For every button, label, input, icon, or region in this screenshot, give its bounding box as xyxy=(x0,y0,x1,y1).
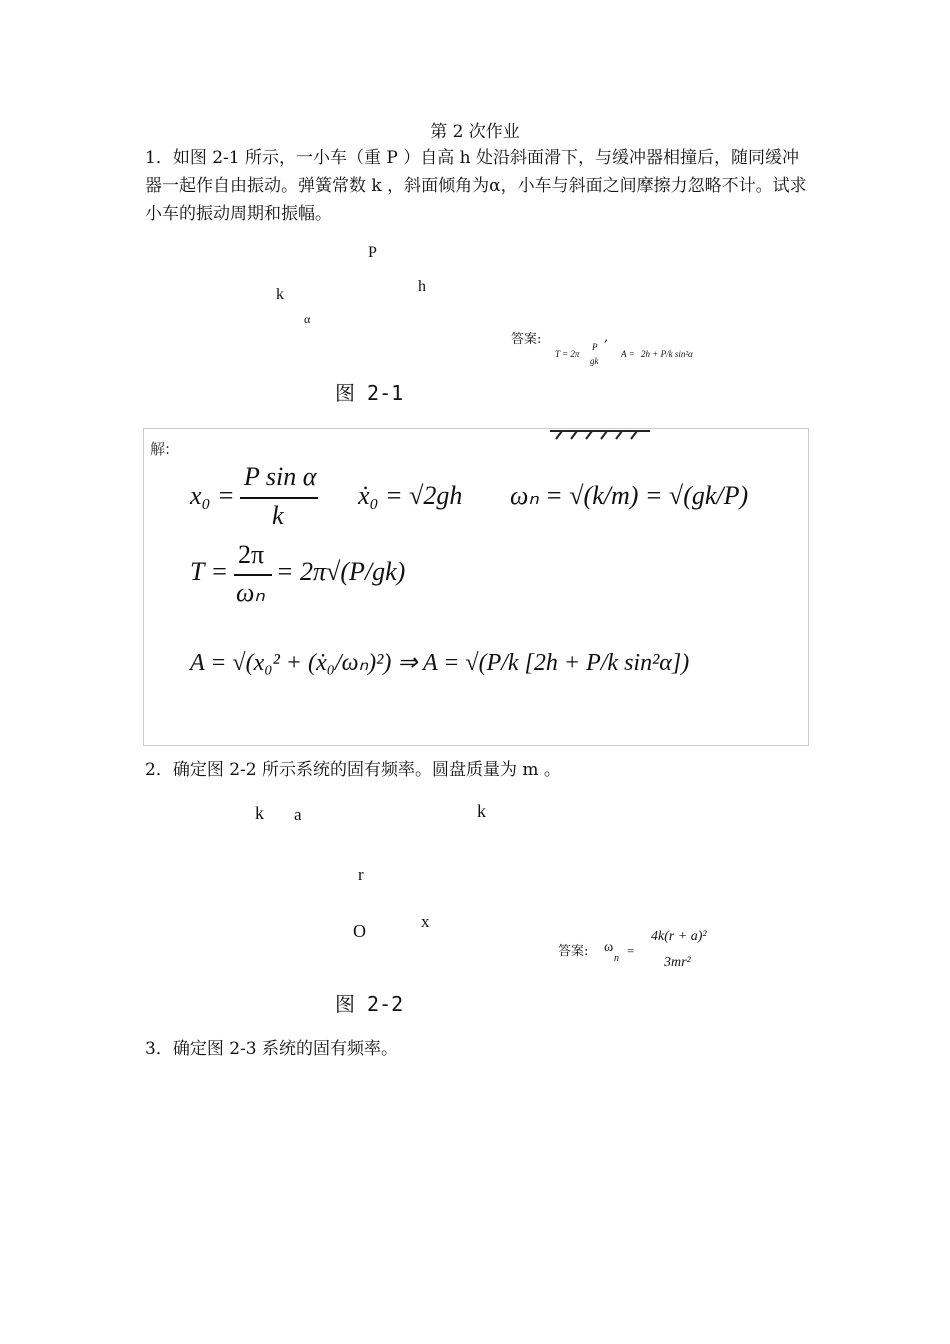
answer-2-denominator: 3mr² xyxy=(664,955,691,970)
question-1: 1．如图 2-1 所示，一小车（重 P ）自高 h 处沿斜面滑下，与缓冲器相撞后，随同缓冲器一起作自由振动。弹簧常数 k ，斜面倾角为α，小车与斜面之间摩擦力忽略不计。试求小车的振动周期和振幅。 xyxy=(145,148,807,224)
fig2-label-r: r xyxy=(358,865,364,884)
answer-1-T: T = 2π xyxy=(555,349,580,359)
fig2-label-k-left: k xyxy=(255,803,264,823)
page-title: 第 2 次作业 xyxy=(430,122,520,142)
answer-2-equals: = xyxy=(627,943,635,958)
fig1-caption: 图 2-1 xyxy=(335,381,404,405)
answer-1-label: 答案: xyxy=(511,332,542,347)
eq-A: A = √(x₀² + (ẋ₀/ωₙ)²) ⇒ A = √(P/k [2h + P/k sin²α]) xyxy=(190,650,690,676)
eq-x0-fraction-bar xyxy=(240,497,318,499)
eq-x0-num: P sin α xyxy=(244,462,317,491)
solution-label: 解: xyxy=(150,440,171,458)
fig2-label-O: O xyxy=(353,921,366,941)
eq-T-num: 2π xyxy=(238,540,265,569)
eq-T-fraction-bar xyxy=(234,574,272,576)
answer-2-subscript: n xyxy=(614,953,619,964)
fig1-label-alpha: α xyxy=(304,312,311,326)
answer-2-omega: ω xyxy=(604,940,614,955)
eq-T-lhs: T = xyxy=(190,557,229,586)
question-3: 3．确定图 2-3 系统的固有频率。 xyxy=(145,1039,398,1059)
answer-1-T-den: gk xyxy=(590,356,599,366)
question-2: 2．确定图 2-2 所示系统的固有频率。圆盘质量为 m 。 xyxy=(145,760,561,780)
fig2-caption: 图 2-2 xyxy=(335,992,404,1016)
eq-omega-n: ωₙ = √(k/m) = √(gk/P) xyxy=(510,481,749,510)
fig2-label-a: a xyxy=(294,805,302,824)
fig2-label-x: x xyxy=(421,912,430,931)
eq-T-rhs: = 2π√(P/gk) xyxy=(276,557,406,586)
answer-1-comma: , xyxy=(604,330,609,345)
eq-x0dot: ẋ₀ = √2gh xyxy=(358,481,463,510)
answer-2-label: 答案: xyxy=(558,944,589,959)
answer-1-A: A = xyxy=(621,349,635,359)
eq-x0-den: k xyxy=(272,501,284,530)
fig1-label-P: P xyxy=(368,244,377,261)
eq-T-den: ωₙ xyxy=(236,578,265,607)
answer-1-T-num: P xyxy=(592,342,598,352)
answer-2-numerator: 4k(r + a)² xyxy=(651,929,707,944)
fig1-label-h: h xyxy=(418,278,426,295)
answer-1-A-body: 2h + P/k sin²α xyxy=(641,349,693,359)
fig1-label-k: k xyxy=(276,286,284,303)
fig2-label-k-right: k xyxy=(477,801,486,821)
eq-x0-lhs: x₀ = xyxy=(190,481,235,510)
